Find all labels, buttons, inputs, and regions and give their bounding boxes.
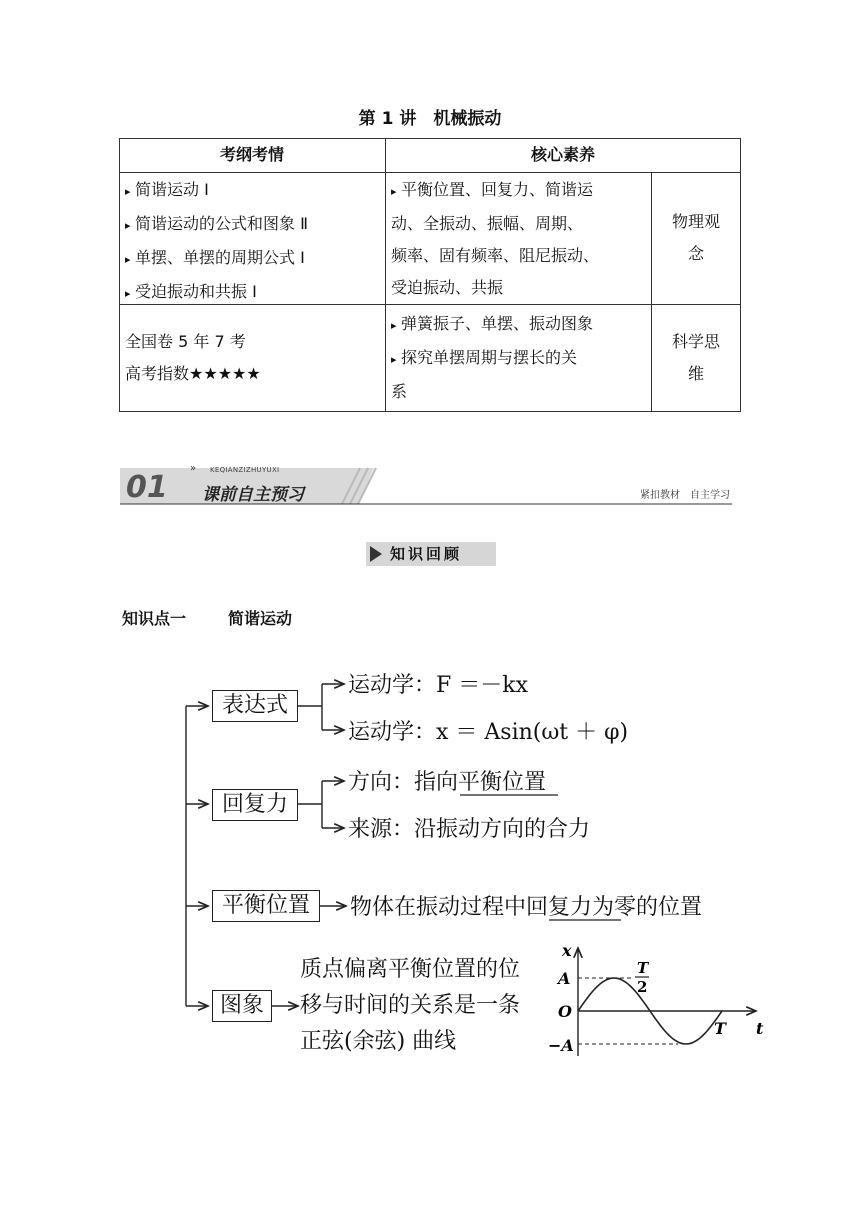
banner-title: 课前自主预习 bbox=[202, 485, 304, 505]
table-header-syllabus: 考纲考情 bbox=[219, 145, 284, 164]
label-half-period-den: 2 bbox=[637, 978, 648, 996]
axis-label-x: x bbox=[562, 941, 572, 960]
node-expression: 表达式 bbox=[212, 690, 298, 722]
node-restoring-force: 回复力 bbox=[212, 789, 298, 821]
node-graph: 图象 bbox=[212, 990, 272, 1022]
label-half-period-num: T bbox=[637, 959, 649, 977]
banner-number: 01 bbox=[126, 470, 168, 505]
bullet-icon: ▸ bbox=[391, 319, 397, 332]
literacy-category: 物理观 念 bbox=[671, 212, 720, 263]
knowledge-point-heading: 知识点一 简谐运动 bbox=[122, 609, 293, 628]
banner-pinyin: KEQIANZIZHUYUXI bbox=[210, 466, 280, 474]
double-chevron-icon: » bbox=[190, 463, 197, 474]
bullet-icon: ▸ bbox=[391, 353, 397, 366]
table-header-literacy: 核心素养 bbox=[530, 145, 595, 164]
label-neg-amplitude: −A bbox=[548, 1036, 574, 1055]
node-equilibrium: 平衡位置 bbox=[212, 890, 320, 922]
bullet-icon: ▸ bbox=[125, 185, 131, 198]
label-period: T bbox=[714, 1019, 726, 1038]
bullet-icon: ▸ bbox=[125, 287, 131, 300]
literacy-category: 科学思 维 bbox=[671, 332, 720, 383]
section-heading: 知识回顾 bbox=[366, 542, 496, 566]
literacy-text: ▸ 弹簧振子、单摆、振动图象 ▸ 探究单摆周期与摆长的关 系 bbox=[391, 308, 649, 408]
exam-stats: 全国卷 5 年 7 考 高考指数★★★★★ bbox=[125, 332, 261, 383]
force-source: 来源：沿振动方向的合力 bbox=[348, 817, 591, 842]
list-item: ▸ 简谐运动 Ⅰ bbox=[125, 174, 383, 208]
list-item: ▸ 单摆、单摆的周期公式 Ⅰ bbox=[125, 242, 383, 276]
list-item: ▸ 受迫振动和共振 Ⅰ bbox=[125, 276, 383, 310]
force-direction: 方向：指向平衡位置 bbox=[348, 770, 547, 795]
equilibrium-definition: 物体在振动过程中回复力为零的位置 bbox=[350, 895, 703, 920]
label-amplitude: A bbox=[558, 969, 571, 988]
expr-force: 运动学：F ＝－kx bbox=[348, 673, 528, 698]
axis-label-t: t bbox=[756, 1019, 764, 1038]
lecture-title: 第 1 讲 机械振动 bbox=[358, 109, 502, 129]
banner-subtitle: 紧扣教材 自主学习 bbox=[640, 490, 730, 501]
bullet-icon: ▸ bbox=[391, 185, 397, 198]
bullet-icon: ▸ bbox=[125, 253, 131, 266]
list-item: ▸ 简谐运动的公式和图象 Ⅱ bbox=[125, 208, 383, 242]
literacy-text: ▸ 平衡位置、回复力、简谐运 动、全振动、振幅、周期、 频率、固有频率、阻尼振动、 受迫振动、共振 bbox=[391, 174, 649, 304]
graph-description: 质点偏离平衡位置的位 移与时间的关系是一条 正弦(余弦) 曲线 bbox=[300, 957, 521, 1054]
sine-wave-graph bbox=[548, 938, 778, 1064]
bullet-icon: ▸ bbox=[125, 219, 131, 232]
label-origin: O bbox=[558, 1002, 572, 1021]
expr-displacement: 运动学：x ＝ Asin(ωt ＋ φ) bbox=[348, 720, 629, 745]
